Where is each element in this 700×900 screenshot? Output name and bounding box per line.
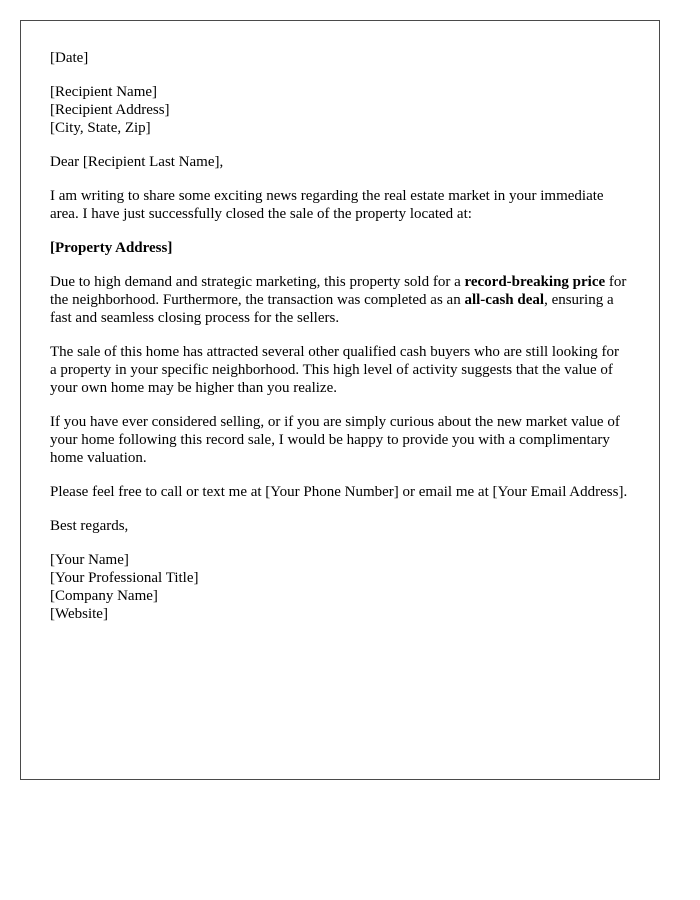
letter-page [20, 20, 660, 780]
recipient-city-state-zip: [City, State, Zip] [50, 120, 151, 136]
sale-text-3: , ensuring a fast and seamless closing process for the sellers. [50, 292, 614, 326]
sale-text-1: Due to high demand and strategic marketing, this property sold for a [50, 274, 465, 290]
signature-company: [Company Name] [50, 588, 158, 604]
closing: Best regards, [50, 518, 129, 534]
all-cash-deal-emphasis: all-cash deal [464, 292, 545, 308]
recipient-block [50, 83, 628, 137]
signature-website: [Website] [50, 606, 108, 622]
record-breaking-price-emphasis: record-breaking price [464, 274, 606, 290]
signature-block [50, 551, 628, 623]
signature-title: [Your Professional Title] [50, 570, 199, 586]
sale-details-paragraph [50, 273, 628, 327]
buyers-paragraph: The sale of this home has attracted several other qualified cash buyers who are still looking for a property in your specific neighborhood. This high level of activity suggests that the value of your own home may be higher than you realize. [50, 344, 619, 396]
letter-body [50, 49, 628, 639]
valuation-paragraph: If you have ever considered selling, or if you are simply curious about the new market value of your home following this record sale, I would be happy to provide you with a complimentary home valuation. [50, 414, 620, 466]
recipient-address: [Recipient Address] [50, 102, 170, 118]
contact-paragraph: Please feel free to call or text me at [Your Phone Number] or email me at [Your Email Address]. [50, 484, 628, 500]
recipient-name: [Recipient Name] [50, 84, 158, 100]
date: [Date] [50, 50, 89, 66]
salutation: Dear [Recipient Last Name], [50, 154, 224, 170]
sale-text-2: for the neighborhood. Furthermore, the transaction was completed as an [50, 274, 627, 308]
signature-name: [Your Name] [50, 552, 129, 568]
property-address: [Property Address] [50, 240, 173, 256]
intro-paragraph: I am writing to share some exciting news regarding the real estate market in your immediate area. I have just successfully closed the sale of the property located at: [50, 188, 604, 222]
